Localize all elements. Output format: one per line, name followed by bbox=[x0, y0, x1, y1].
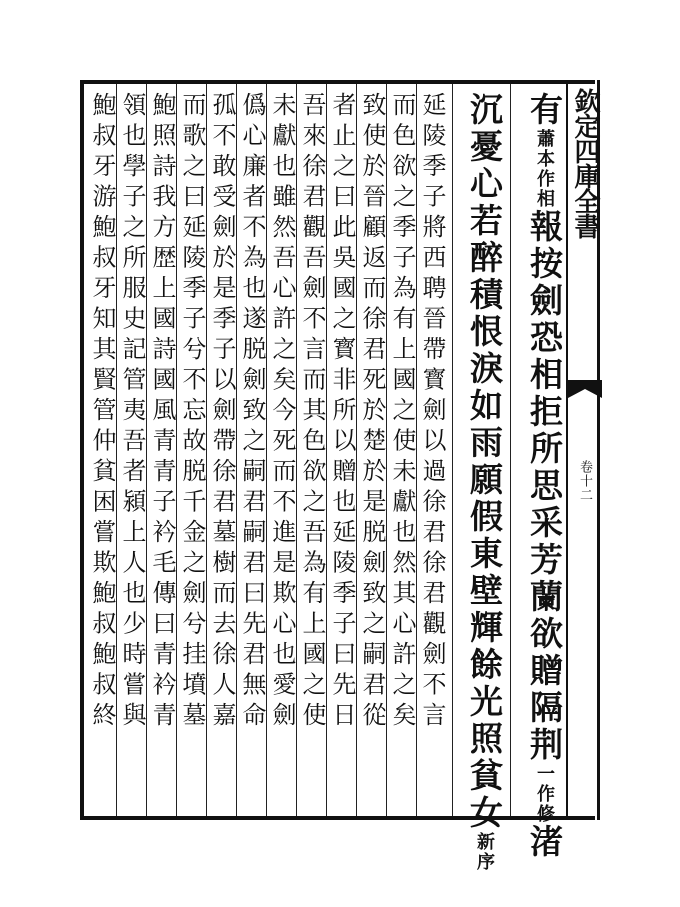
column-rule bbox=[452, 84, 453, 816]
column-rule bbox=[386, 84, 387, 816]
column-rule bbox=[176, 84, 177, 816]
column-rule bbox=[236, 84, 237, 816]
text-column-10: 孤不敢受劍於是季子以劍帶徐君墓樹而去徐人嘉 bbox=[208, 92, 236, 733]
text-column-4: 而色欲之季子為有上國之使未獻也然其心許之矣 bbox=[388, 92, 416, 733]
text-column-3: 延陵季子將西聘晉帶寳劍以過徐君徐君觀劍不言 bbox=[418, 92, 446, 733]
text-column-11: 而歌之曰延陵季子兮不忘故脱千金之劍兮挂墳墓 bbox=[178, 92, 206, 733]
text-column-14: 鮑叔牙游鮑叔牙知其賢管仲貧困嘗欺鮑叔鮑叔終 bbox=[88, 92, 116, 733]
margin-column bbox=[566, 80, 600, 820]
column-rule bbox=[116, 84, 117, 816]
text-column-1 bbox=[524, 92, 564, 861]
column-text: 渚 bbox=[525, 824, 564, 861]
text-column-5: 致使於晉顧返而徐君死於楚於是脱劍致之嗣君從 bbox=[358, 92, 386, 733]
text-column-7: 吾來徐君觀吾劍不言而其色欲之吾為有上國之使 bbox=[298, 92, 326, 733]
margin-title: 欽定四庫全書 bbox=[570, 88, 600, 238]
annotation-note: 蕭本作相 bbox=[534, 129, 555, 209]
text-column-12: 鮑照詩我方歴上國詩國風青青子衿毛傳曰青衿青 bbox=[148, 92, 176, 733]
column-rule bbox=[266, 84, 267, 816]
column-rule bbox=[356, 84, 357, 816]
column-text: 報按劍恐相拒所思采芳蘭欲贈隔荆 bbox=[525, 209, 564, 764]
text-column-6: 者止之曰此吳國之寳非所以贈也延陵季子曰先日 bbox=[328, 92, 356, 733]
annotation-note: 新序 bbox=[474, 832, 495, 872]
column-rule bbox=[296, 84, 297, 816]
column-rule bbox=[326, 84, 327, 816]
annotation-note: 一作修 bbox=[534, 764, 555, 824]
column-rule bbox=[146, 84, 147, 816]
text-column-13: 領也學子之所服史記管夷吾者潁上人也少時嘗與 bbox=[118, 92, 146, 733]
column-rule bbox=[206, 84, 207, 816]
column-text: 有 bbox=[525, 92, 564, 129]
text-column-9: 僞心廉者不為也遂脱劍致之嗣君嗣君曰先君無命 bbox=[238, 92, 266, 733]
column-text: 沉憂心若醉積恨淚如雨願假東壁輝餘光照貧女 bbox=[465, 92, 504, 832]
text-column-2 bbox=[464, 92, 504, 872]
text-column-8: 未獻也雖然吾心許之矣今死而不進是欺心也愛劍 bbox=[268, 92, 296, 733]
volume-number: 卷十二 bbox=[577, 460, 592, 502]
column-rule bbox=[510, 84, 511, 816]
fishtail-mark-icon bbox=[568, 380, 602, 398]
column-rule bbox=[416, 84, 417, 816]
